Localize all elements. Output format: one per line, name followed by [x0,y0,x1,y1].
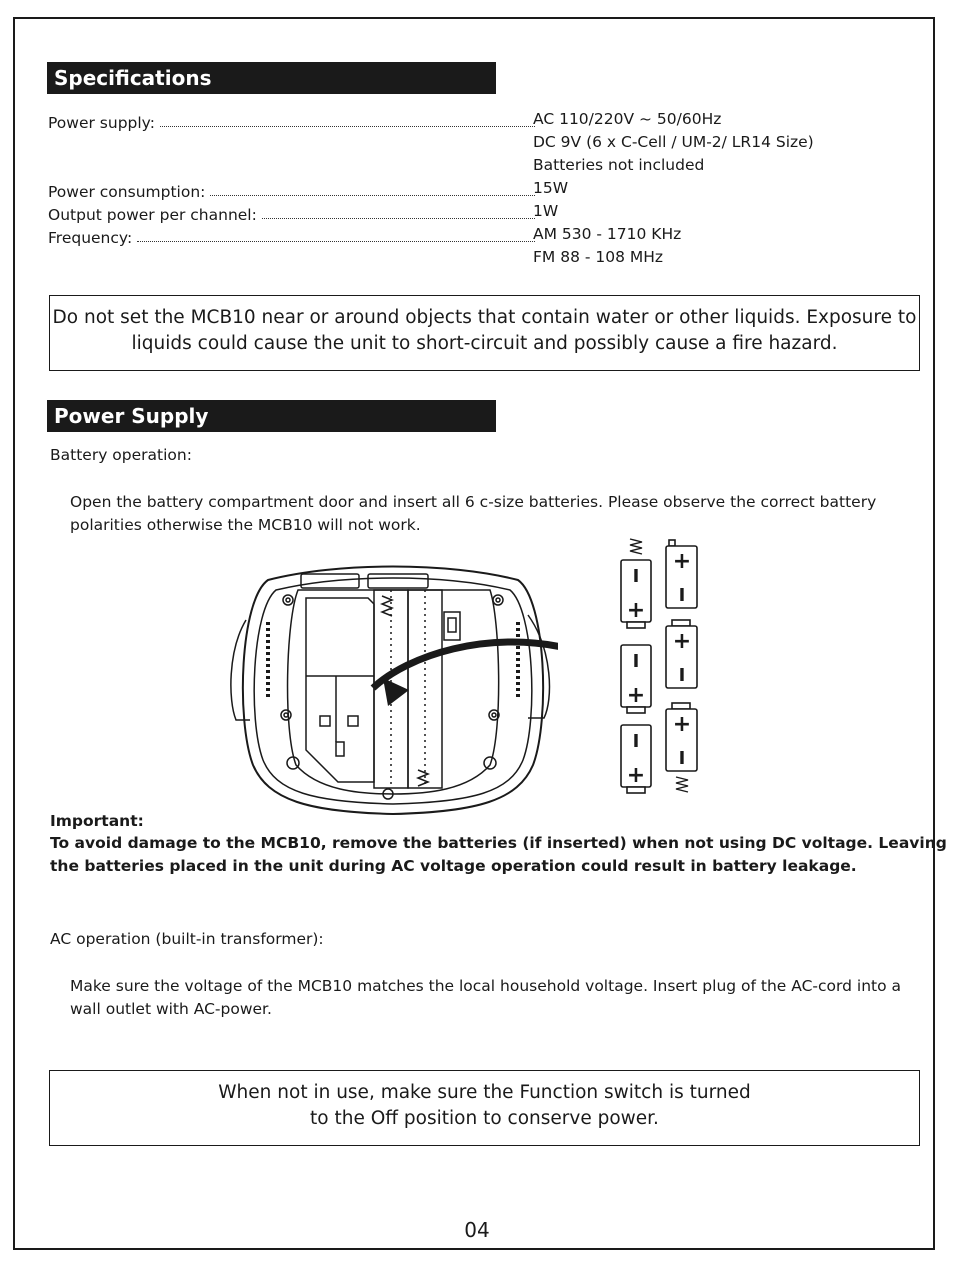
off-notice-line: to the Off position to conserve power. [310,1108,659,1129]
plus-sign: + [672,712,692,737]
spec-row-frequency [48,225,538,247]
plus-sign: + [672,629,692,654]
water-warning-line: Do not set the MCB10 near or around objects that contain water or other liquids. Exposure to [52,307,917,328]
spec-value: AM 530 - 1710 KHz [533,225,682,243]
ac-instructions: Make sure the voltage of the MCB10 matches the local household voltage. Insert plug of the AC-cord into a wall outlet with AC-power. [70,977,902,1018]
ac-operation-label: AC operation (built-in transformer): [50,930,324,948]
spec-value: AC 110/220V ~ 50/60Hz [533,110,722,128]
spec-label: Power supply: [48,114,155,132]
spec-row-output-power [48,202,538,224]
spec-value: 15W [533,179,569,197]
water-warning-line: liquids could cause the unit to short-circuit and possibly cause a fire hazard. [131,333,838,354]
important-heading: Important: [50,812,144,830]
important-text-line: To avoid damage to the MCB10, remove the batteries (if inserted) when not using DC voltage. Leaving [50,834,947,852]
minus-sign: I [632,651,640,672]
battery-compartment-diagram [228,560,558,820]
spec-value: Batteries not included [533,156,705,174]
plus-sign: + [672,549,692,574]
minus-sign: I [678,748,686,769]
plus-sign: + [626,763,646,788]
water-warning-box [49,295,920,371]
specifications-heading: Specifications [47,62,496,94]
spec-value: FM 88 - 108 MHz [533,248,664,266]
spec-value: 1W [533,202,559,220]
spec-value: DC 9V (6 x C-Cell / UM-2/ LR14 Size) [533,133,814,151]
spec-label: Power consumption: [48,183,206,201]
power-supply-heading: Power Supply [47,400,496,432]
battery-instructions: Open the battery compartment door and insert all 6 c-size batteries. Please observe the correct battery polarities otherwise the MCB10 will not work. [70,493,877,534]
battery-polarity-diagram [612,535,708,800]
minus-sign: I [678,585,686,606]
important-text-line: the batteries placed in the unit during AC voltage operation could result in battery leakage. [50,857,857,875]
off-notice-line: When not in use, make sure the Function switch is turned [218,1082,751,1103]
battery-operation-label: Battery operation: [50,446,192,464]
minus-sign: I [632,731,640,752]
page-number: 04 [464,1218,490,1242]
spec-row-power-supply [48,110,538,132]
off-notice-box [49,1070,920,1146]
spec-row-power-consumption [48,179,538,201]
minus-sign: I [632,566,640,587]
plus-sign: + [626,598,646,623]
minus-sign: I [678,665,686,686]
spec-label: Frequency: [48,229,133,247]
plus-sign: + [626,683,646,708]
spec-label: Output power per channel: [48,206,257,224]
